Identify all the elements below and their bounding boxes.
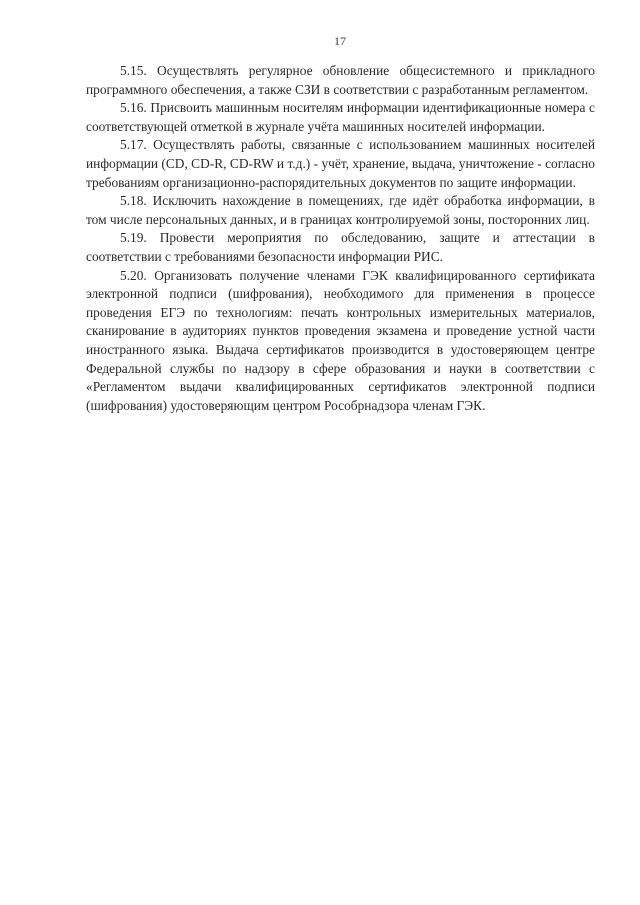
paragraph-5-16: 5.16. Присвоить машинным носителям информации идентификационные номера с соответствующей отметкой в журнале учёта машинных носителей информации. — [86, 100, 595, 134]
document-body — [86, 62, 595, 415]
paragraph-5-15: 5.15. Осуществлять регулярное обновление общесистемного и прикладного программного обеспечения, а также СЗИ в соответствии с разработанным регламентом. — [86, 63, 595, 97]
paragraph-5-19: 5.19. Провести мероприятия по обследованию, защите и аттестации в соответствии с требованиями безопасности информации РИС. — [86, 230, 595, 264]
paragraph-5-20: 5.20. Организовать получение членами ГЭК квалифицированного сертификата электронной подписи (шифрования), необходимого для применения в процессе проведения ЕГЭ по технологиям: печать контрольных измерительных материалов, сканирование в аудиториях пунктов проведения экзамена и проведение устной части иностранного языка. Выдача сертификатов производится в удостоверяющем центре Федеральной службы по надзору в сфере образования и науки в соответствии с «Регламентом выдачи квалифицированных сертификатов электронной подписи (шифрования) удостоверяющим центром Рособрнадзора членам ГЭК. — [86, 267, 595, 413]
paragraph-5-17: 5.17. Осуществлять работы, связанные с использованием машинных носителей информации (CD, CD-R, CD-RW и т.д.) - учёт, хранение, выдача, уничтожение - согласно требованиям организационно-распорядительных документов по защите информации. — [86, 137, 595, 190]
paragraph-5-18: 5.18. Исключить нахождение в помещениях, где идёт обработка информации, в том числе персональных данных, и в границах контролируемой зоны, посторонних лиц. — [86, 193, 595, 227]
page-number: 17 — [334, 34, 346, 48]
